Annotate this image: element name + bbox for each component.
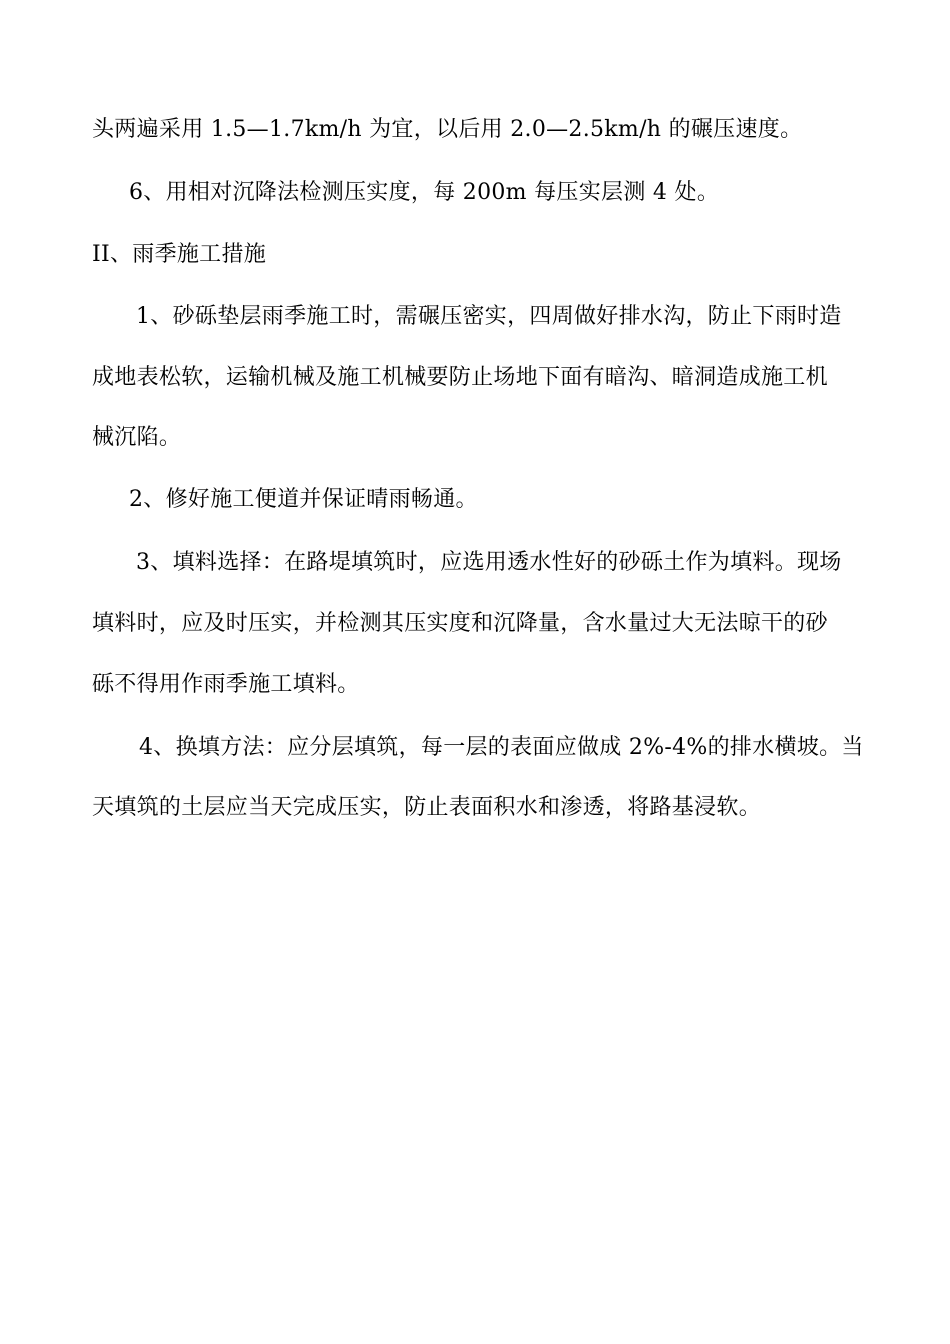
text-line: 头两遍采用 1.5—1.7km/h 为宜，以后用 2.0—2.5km/h 的碾压速度。 — [92, 117, 803, 142]
text-line: 2、修好施工便道并保证晴雨畅通。 — [129, 487, 478, 512]
text-line: 械沉陷。 — [92, 425, 182, 450]
text-line: 4、换填方法：应分层填筑，每一层的表面应做成 2%-4%的排水横坡。当 — [139, 735, 864, 760]
section-heading: II、雨季施工措施 — [92, 242, 267, 267]
text-line: 成地表松软，运输机械及施工机械要防止场地下面有暗沟、暗洞造成施工机 — [92, 365, 828, 390]
text-line: 6、用相对沉降法检测压实度，每 200m 每压实层测 4 处。 — [129, 180, 720, 205]
text-line: 1、砂砾垫层雨季施工时，需碾压密实，四周做好排水沟，防止下雨时造 — [136, 304, 842, 329]
text-line: 砾不得用作雨季施工填料。 — [92, 672, 360, 697]
text-line: 3、填料选择：在路堤填筑时，应选用透水性好的砂砾土作为填料。现场 — [136, 550, 842, 575]
text-line: 天填筑的土层应当天完成压实，防止表面积水和渗透，将路基浸软。 — [92, 795, 762, 820]
text-line: 填料时，应及时压实，并检测其压实度和沉降量，含水量过大无法晾干的砂 — [92, 611, 828, 636]
